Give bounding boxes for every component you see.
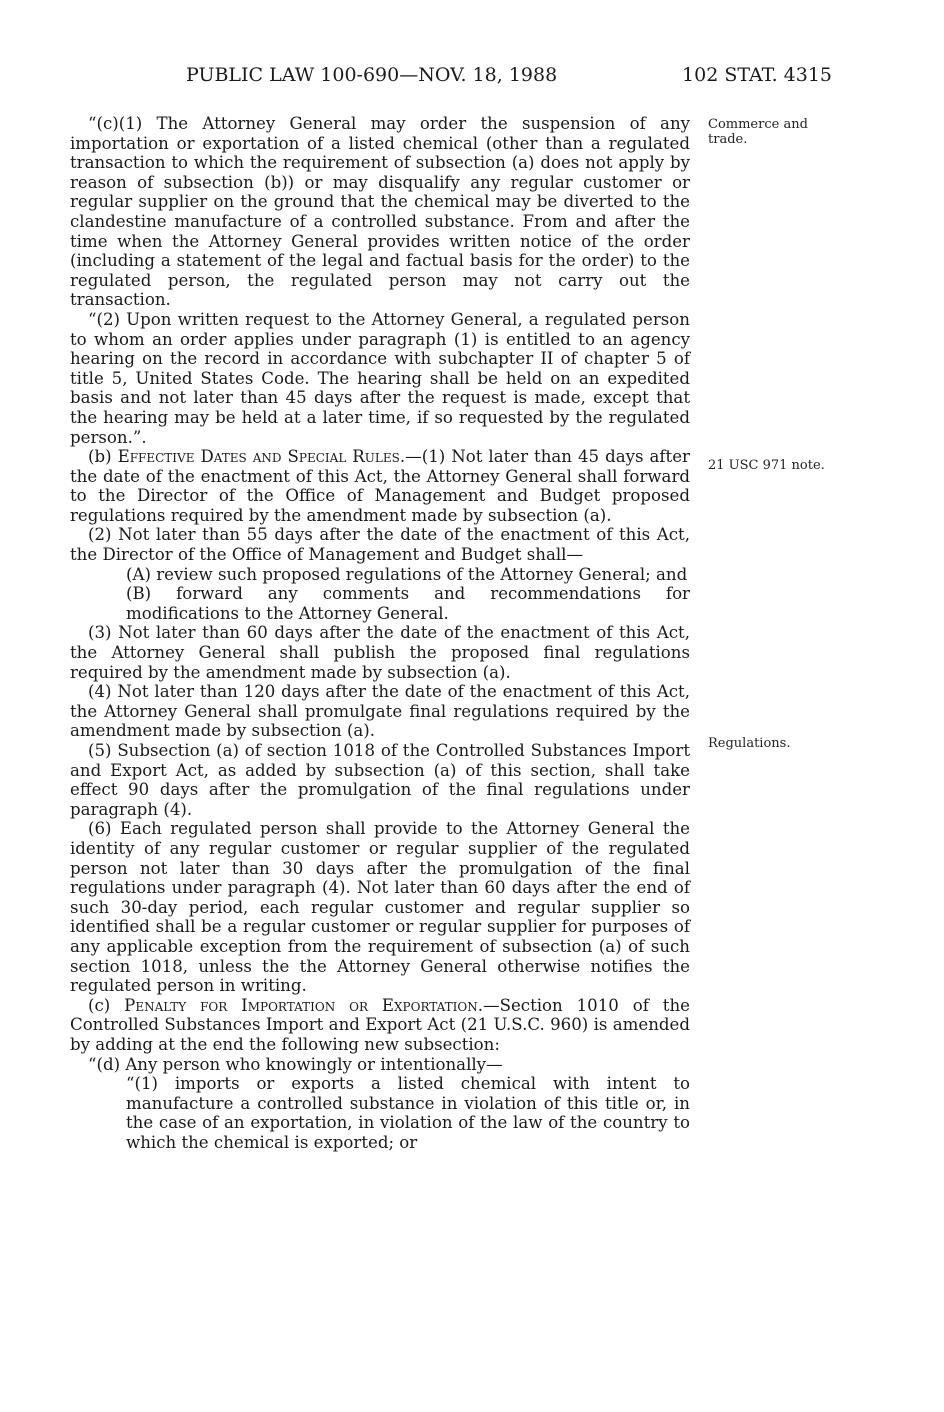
section-c-prefix: (c) — [88, 995, 125, 1015]
section-b-text: .—(1) Not later than 45 days after the date of the enactment of this Act, the Attorney General shall forward to the Director of the Office of Management and Budget proposed regulations required by the amendment made by subsection (a). — [70, 447, 690, 525]
margin-note-commerce: Commerce and trade. — [708, 117, 808, 147]
paragraph-3: (3) Not later than 60 days after the date of the enactment of this Act, the Attorney General shall publish the proposed final regulations required by the amendment made by subsection (a). — [70, 623, 690, 682]
quote-subsection-d: “(d) Any person who knowingly or intentionally— — [88, 1054, 503, 1074]
quote-paragraph-d1: “(1) imports or exports a listed chemical with intent to manufacture a controlled substance in violation of this title or, in the case of an exportation, in violation of the law of the country to which the chemical is exported; or — [126, 1074, 690, 1152]
body-text — [70, 114, 690, 1152]
running-head-title: PUBLIC LAW 100-690—NOV. 18, 1988 — [186, 64, 558, 86]
paragraph-2: (2) Not later than 55 days after the date of the enactment of this Act, the Director of the Office of Management and Budget shall— — [70, 525, 690, 565]
paragraph-c1: “(c)(1) The Attorney General may order the suspension of any importation or exportation of a listed chemical (other than a regulated transaction to which the requirement of subsection (a) does not apply by reason of subsection (b)) or may disqualify any regular customer or regular supplier on the ground that the chemical may be diverted to the clandestine manufacture of a controlled substance. From and after the time when the Attorney General provides written notice of the order (including a statement of the legal and factual basis for the order) to the regulated person, the regulated person may not carry out the transaction. — [70, 114, 690, 310]
section-c-text: .—Section 1010 of the Controlled Substances Import and Export Act (21 U.S.C. 960) is amended by adding at the end the following new subsection: — [70, 995, 690, 1054]
margin-note-usc: 21 USC 971 note. — [708, 458, 825, 473]
margin-note-regulations: Regulations. — [708, 736, 791, 751]
paragraph-c2: “(2) Upon written request to the Attorney General, a regulated person to whom an order applies under paragraph (1) is entitled to an agency hearing on the record in accordance with subchapter II of chapter 5 of title 5, United States Code. The hearing shall be held on an expedited basis and not later than 45 days after the request is made, except that the hearing may be held at a later time, if so requested by the regulated person.”. — [70, 309, 690, 447]
paragraph-5: (5) Subsection (a) of section 1018 of the Controlled Substances Import and Export Act, as added by subsection (a) of this section, shall take effect 90 days after the promulgation of the final regulations under paragraph (4). — [70, 741, 690, 819]
section-b-heading: Effective Dates and Special Rules — [117, 447, 400, 467]
paragraph-6: (6) Each regulated person shall provide to the Attorney General the identity of any regular customer or regular supplier of the regulated person not later than 30 days after the promulgation of the final regulations under paragraph (4). Not later than 60 days after the end of such 30-day period, each regular customer and regular supplier so identified shall be a regular customer or regular supplier for purposes of any applicable exception from the requirement of subsection (a) of such section 1018, unless the the Attorney General otherwise notifies the regulated person in writing. — [70, 819, 690, 996]
page-header — [70, 64, 832, 90]
paragraph-4: (4) Not later than 120 days after the date of the enactment of this Act, the Attorney General shall promulgate final regulations required by the amendment made by subsection (a). — [70, 682, 690, 741]
section-c-heading: Penalty for Importation or Exportation — [124, 995, 478, 1015]
page-number-stat: 102 STAT. 4315 — [682, 64, 832, 86]
section-c-paragraph — [70, 996, 690, 1055]
section-b-prefix: (b) — [88, 447, 118, 467]
item-a: (A) review such proposed regulations of the Attorney General; and — [126, 564, 688, 584]
section-b-paragraph — [70, 447, 690, 525]
item-b: (B) forward any comments and recommendations for modifications to the Attorney General. — [126, 584, 690, 623]
